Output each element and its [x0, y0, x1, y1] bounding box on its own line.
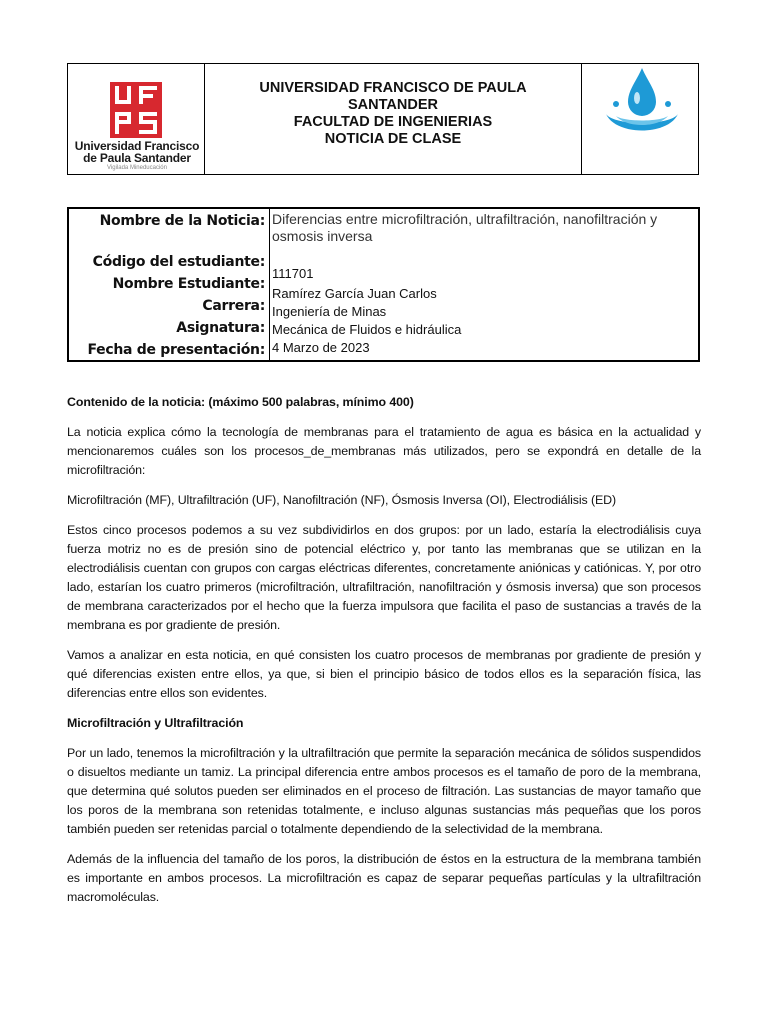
label-fecha: Fecha de presentación: — [87, 342, 265, 358]
value-carrera: Ingeniería de Minas — [272, 304, 387, 319]
info-labels — [69, 209, 270, 360]
logo-name-line2: de Paula Santander — [83, 151, 191, 165]
drop-cell — [582, 64, 698, 174]
value-asignatura: Mecánica de Fluidos e hidráulica — [272, 322, 462, 337]
label-codigo: Código del estudiante: — [92, 254, 265, 270]
value-noticia: Diferencias entre microfiltración, ultrafiltración, nanofiltración y osmosis inversa — [272, 211, 658, 244]
paragraph-pore-distribution: Además de la influencia del tamaño de los poros, la distribución de éstos en la estructura de la membrana también es importante en ambos procesos. La microfiltración es capaz de separar pequeñas partículas y la ultrafiltración macromoléculas. — [67, 852, 701, 904]
paragraph-process-list: Microfiltración (MF), Ultrafiltración (UF), Nanofiltración (NF), Ósmosis Inversa (OI), Electrodiálisis (ED) — [67, 493, 617, 507]
logo-cell — [68, 64, 205, 174]
paragraph-mf-uf: Por un lado, tenemos la microfiltración y la ultrafiltración que permite la separación mecánica de sólidos suspendidos o disueltos mediante un tamiz. La principal diferencia entre ambos procesos es el tamaño de poro de la membrana, que determina qué solutos pueden ser eliminados en el proceso de filtración. Las sustancias de mayor tamaño que los poros de la membrana son retenidas totalmente, e incluso algunas sustancias más pequeñas que los poros también pueden ser retenidas parcial o totalmente dependiendo de la selectividad de la membrana. — [67, 746, 701, 836]
value-nombre: Ramírez García Juan Carlos — [272, 286, 437, 301]
info-values — [272, 209, 698, 360]
value-codigo: 111701 — [272, 266, 314, 281]
header-table — [67, 63, 699, 175]
title-cell — [205, 64, 582, 174]
paragraph-intro: La noticia explica cómo la tecnología de membranas para el tratamiento de agua es básica en la actualidad y mencionaremos cuáles son los procesos_de_membranas más utilizados, pero se expondrá en detalle de la microfiltración: — [67, 425, 701, 477]
logo-name-line1: Universidad Francisco — [74, 139, 200, 153]
section-heading-mf-uf: Microfiltración y Ultrafiltración — [67, 716, 244, 730]
water-drop-icon — [596, 64, 688, 142]
paragraph-analysis: Vamos a analizar en esta noticia, en qué consisten los cuatro procesos de membranas por gradiente de presión y qué diferencias existen entre ellos, ya que, si bien el principio básico de todos ellos es la separación física, las diferencias entre ellos son evidentes. — [67, 648, 701, 700]
logo-subtitle: Vigilada Mineducación — [107, 165, 167, 171]
logo-name — [72, 140, 202, 164]
title-faculty: FACULTAD DE INGENIERIAS — [293, 114, 493, 130]
document-title — [205, 80, 581, 148]
label-asignatura: Asignatura: — [176, 320, 265, 336]
student-info-table — [67, 207, 700, 362]
paragraph-groups: Estos cinco procesos podemos a su vez subdividirlos en dos grupos: por un lado, estaría la electrodiálisis cuya fuerza motriz no es de presión sino de potencial eléctrico y, por tanto las membranas que se utilizan en la electrodiálisis cuentan con grupos con cargas eléctricas diferentes, concretamente aniónicas y catiónicas. Y, por otro lado, estarían los cuatro primeros (microfiltración, ultrafiltración, nanofiltración y ósmosis inversa) que son procesos de membrana caracterizados por el hecho que la fuerza impulsora que facilita el paso de sustancias a través de la membrana es por gradiente de presión. — [67, 523, 701, 632]
title-santander: SANTANDER — [348, 97, 438, 113]
label-carrera: Carrera: — [202, 298, 265, 314]
label-noticia: Nombre de la Noticia: — [99, 213, 265, 229]
title-university: UNIVERSIDAD FRANCISCO DE PAULA — [259, 80, 527, 96]
news-content — [67, 393, 701, 918]
ufps-logo-icon — [110, 82, 162, 138]
content-heading: Contenido de la noticia: (máximo 500 palabras, mínimo 400) — [67, 395, 414, 409]
value-fecha: 4 Marzo de 2023 — [272, 340, 370, 355]
label-nombre: Nombre Estudiante: — [112, 276, 265, 292]
title-noticia: NOTICIA DE CLASE — [324, 131, 462, 147]
